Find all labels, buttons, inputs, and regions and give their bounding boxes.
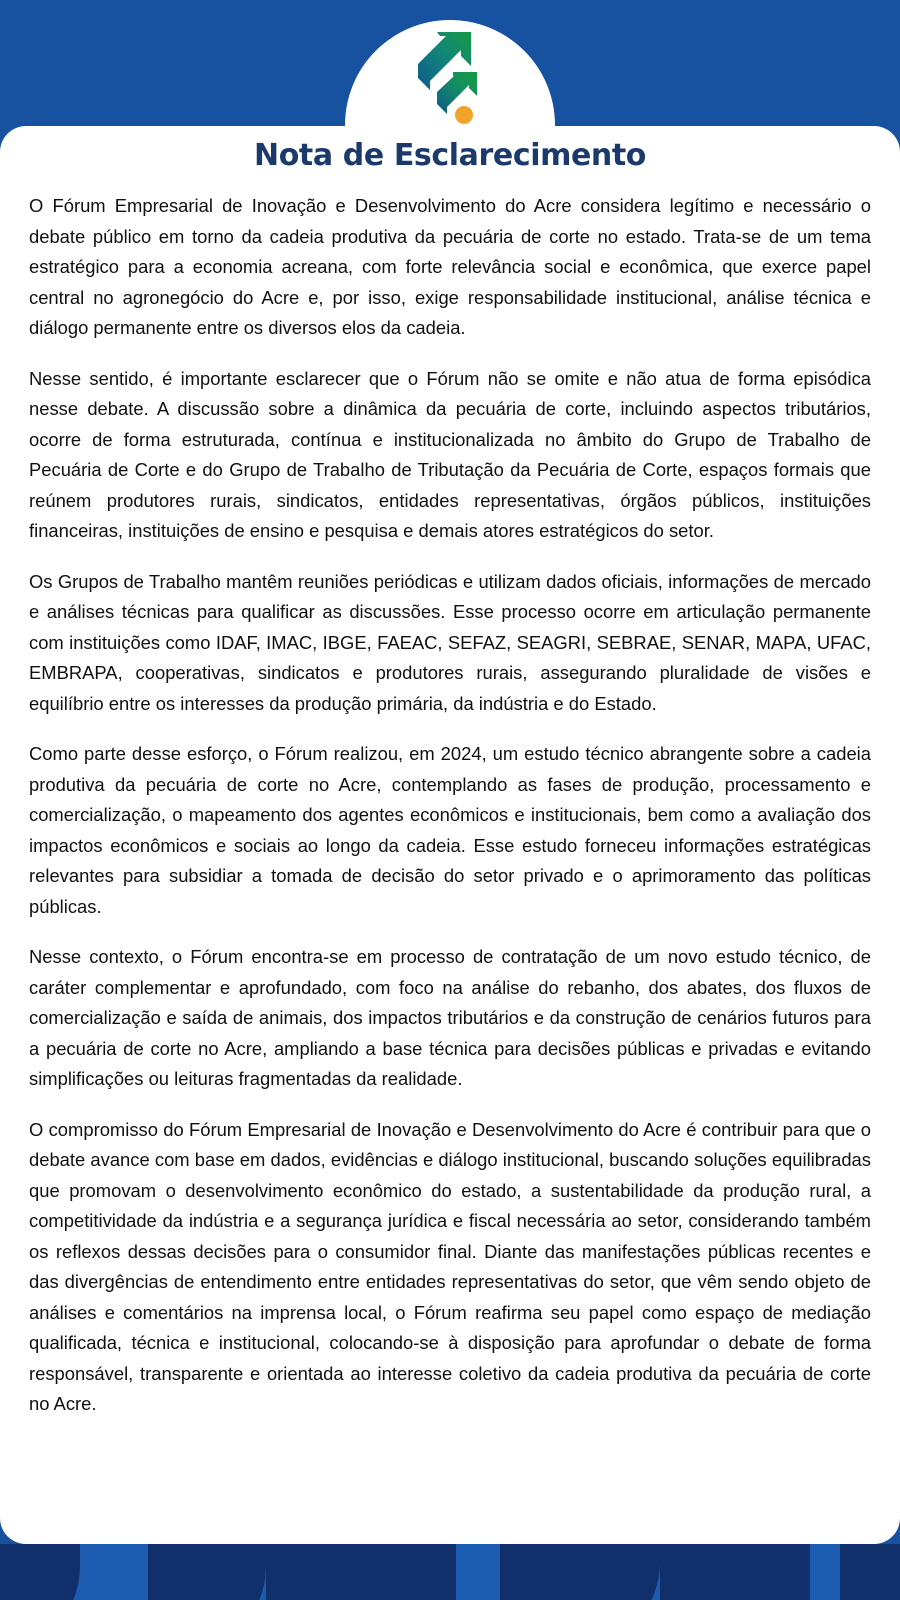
footer-decoration-band [0, 1544, 900, 1600]
footer-shape [148, 1544, 266, 1600]
paragraph-4: Como parte desse esforço, o Fórum realizou, em 2024, um estudo técnico abrangente sobre a cadeia produtiva da pecuária de corte no Acre, contemplando as fases de produção, processamento e comercialização, o mapeamento dos agentes econômicos e institucionais, bem como a avaliação dos impactos econômicos e sociais ao longo da cadeia. Esse estudo forneceu informações estratégicas relevantes para subsidiar a tomada de decisão do setor privado e o aprimoramento das políticas públicas. [29, 743, 871, 917]
document-body [29, 191, 871, 1420]
footer-shape [840, 1544, 900, 1600]
footer-shape [500, 1544, 660, 1600]
page-title: Nota de Esclarecimento [254, 138, 646, 173]
paragraph-5: Nesse contexto, o Fórum encontra-se em processo de contratação de um novo estudo técnico, de caráter complementar e aprofundado, com foco na análise do rebanho, dos abates, dos fluxos de comercialização e saída de animais, dos impactos tributários e da construção de cenários futuros para a pecuária de corte no Acre, ampliando a base técnica para decisões públicas e privadas e evitando simplificações ou leituras fragmentadas da realidade. [29, 946, 871, 1089]
footer-shape [0, 1544, 80, 1600]
logo-orange-dot [455, 106, 473, 124]
footer-shape [660, 1544, 810, 1600]
forum-arrows-logo-icon [400, 28, 500, 128]
paragraph-6: O compromisso do Fórum Empresarial de Inovação e Desenvolvimento do Acre é contribuir para que o debate avance com base em dados, evidências e diálogo institucional, buscando soluções equilibradas que promovam o desenvolvimento econômico do estado, a sustentabilidade da produção rural, a competitividade da indústria e a segurança jurídica e fiscal necessária ao setor, considerando também os reflexos dessas decisões para o consumidor final. Diante das manifestações públicas recentes e das divergências de entendimento entre entidades representativas do setor, que vêm sendo objeto de análises e comentários na imprensa local, o Fórum reafirma seu papel como espaço de mediação qualificada, técnica e institucional, colocando-se à disposição para aprofundar o debate de forma responsável, transparente e orientada ao interesse coletivo da cadeia produtiva da pecuária de corte no Acre. [29, 1118, 871, 1414]
footer-shape [266, 1544, 456, 1600]
paragraph-3: Os Grupos de Trabalho mantêm reuniões periódicas e utilizam dados oficiais, informações de mercado e análises técnicas para qualificar as discussões. Esse processo ocorre em articulação permanente com instituições como IDAF, IMAC, IBGE, FAEAC, SEFAZ, SEAGRI, SEBRAE, SENAR, MAPA, UFAC, EMBRAPA, cooperativas, sindicatos e produtores rurais, assegurando pluralidade de visões e equilíbrio entre os interesses da produção primária, da indústria e do Estado. [29, 570, 871, 714]
document-card [0, 126, 900, 1544]
paragraph-1: O Fórum Empresarial de Inovação e Desenvolvimento do Acre considera legítimo e necessário o debate público em torno da cadeia produtiva da pecuária de corte no estado. Trata-se de um tema estratégico para a economia acreana, com forte relevância social e econômica, que exerce papel central no agronegócio do Acre e, por isso, exige responsabilidade institucional, análise técnica e diálogo permanente entre os diversos elos da cadeia. [29, 195, 871, 338]
paragraph-2: Nesse sentido, é importante esclarecer que o Fórum não se omite e não atua de forma episódica nesse debate. A discussão sobre a dinâmica da pecuária de corte, incluindo aspectos tributários, ocorre de forma estruturada, contínua e institucionalizada no âmbito do Grupo de Trabalho de Pecuária de Corte e do Grupo de Trabalho de Tributação da Pecuária de Corte, espaços formais que reúnem produtores rurais, sindicatos, entidades representativas, órgãos públicos, instituições financeiras, instituições de ensino e pesquisa e demais atores estratégicos do setor. [29, 367, 871, 541]
